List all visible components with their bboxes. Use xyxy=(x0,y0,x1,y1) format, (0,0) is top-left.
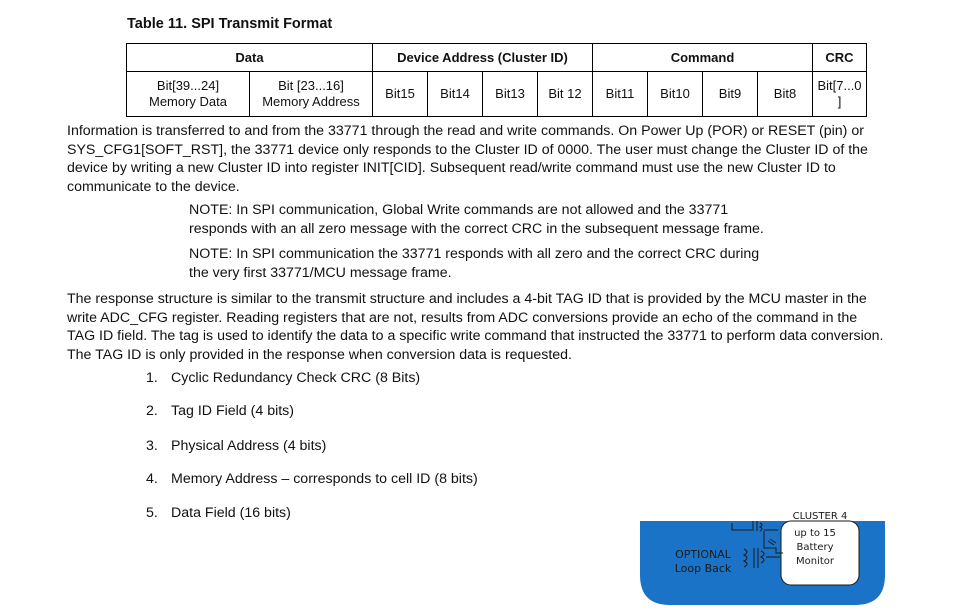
list-item: 1. Cyclic Redundancy Check CRC (8 Bits) xyxy=(146,370,421,386)
header-command: Command xyxy=(593,44,813,72)
cell-memory-address: Bit [23...16] Memory Address xyxy=(250,72,373,117)
cell-bit9: Bit9 xyxy=(703,72,758,117)
header-data: Data xyxy=(127,44,373,72)
cluster-label-line4: Monitor xyxy=(795,556,835,567)
header-device-address: Device Address (Cluster ID) xyxy=(373,44,593,72)
optional-label-line1: OPTIONAL xyxy=(675,548,731,561)
note-global-write: NOTE: In SPI communication, Global Write commands are not allowed and the 33771 responds with an all zero message with the correct CRC in the subsequent message frame. xyxy=(189,202,764,237)
spi-transmit-format-table xyxy=(126,43,867,117)
cell-bit12: Bit 12 xyxy=(538,72,593,117)
battery-monitor-diagram xyxy=(640,511,890,611)
cell-crc-bits: Bit[7...0 ] xyxy=(813,72,867,117)
list-item: 5. Data Field (16 bits) xyxy=(146,505,291,521)
table-row xyxy=(127,72,867,117)
cell-bit15: Bit15 xyxy=(373,72,428,117)
cluster-label-line2: up to 15 xyxy=(794,528,836,539)
optional-label-line2: Loop Back xyxy=(674,562,732,575)
table-caption: Table 11. SPI Transmit Format xyxy=(127,16,333,32)
list-item: 2. Tag ID Field (4 bits) xyxy=(146,403,294,419)
list-item: 3. Physical Address (4 bits) xyxy=(146,438,327,454)
header-crc: CRC xyxy=(813,44,867,72)
response-paragraph: The response structure is similar to the transmit structure and includes a 4-bit TAG ID that is provided by the MCU master in the write ADC_CFG register. Reading registers that are not, results from ADC conversions provide an echo of the command in the TAG ID field. The tag is used to identify the data to a specific write command that instructed the 33771 to perform data conversion. The TAG ID is only provided in the response when conversion data is requested. xyxy=(67,291,884,363)
cell-bit10: Bit10 xyxy=(648,72,703,117)
intro-paragraph: Information is transferred to and from the 33771 through the read and write commands. On Power Up (POR) or RESET (pin) or SYS_CFG1[SOFT_RST], the 33771 device only responds to the Cluster ID of 0000. The user must change the Cluster ID of the device by writing a new Cluster ID into register INIT[CID]. Subsequent read/write command must use the new Cluster ID to communicate to the device. xyxy=(67,123,868,195)
cell-bit14: Bit14 xyxy=(428,72,483,117)
list-item: 4. Memory Address – corresponds to cell ID (8 bits) xyxy=(146,471,478,487)
cell-bit11: Bit11 xyxy=(593,72,648,117)
cell-memory-data: Bit[39...24] Memory Data xyxy=(127,72,250,117)
cluster-label-line3: Battery xyxy=(796,542,834,553)
note-first-frame: NOTE: In SPI communication the 33771 responds with all zero and the correct CRC during the very first 33771/MCU message frame. xyxy=(189,246,760,281)
table-header-row xyxy=(127,44,867,72)
cluster-label-line1: CLUSTER 4 xyxy=(792,511,848,522)
cell-bit13: Bit13 xyxy=(483,72,538,117)
cell-bit8: Bit8 xyxy=(758,72,813,117)
